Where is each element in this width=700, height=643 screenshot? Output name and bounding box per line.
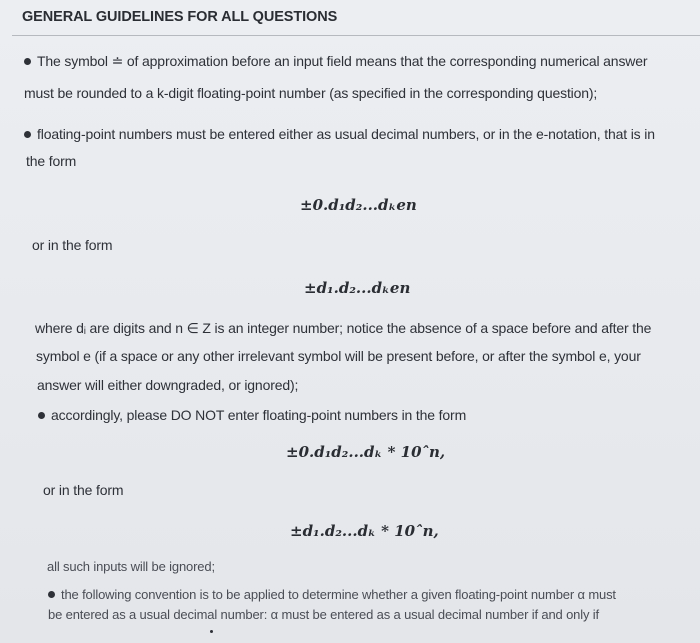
bullet-line	[24, 53, 647, 70]
page-title: GENERAL GUIDELINES FOR ALL QUESTIONS	[22, 9, 338, 25]
guideline-text: The symbol ≐ of approximation before an input field means that the corresponding numerical answer	[37, 53, 648, 69]
guideline-text: must be rounded to a k-digit floating-point number (as specified in the corresponding question);	[24, 85, 598, 101]
guideline-text: the form	[26, 153, 77, 169]
guideline-text: or in the form	[32, 237, 113, 253]
bullet-line	[38, 407, 466, 423]
formula-e-notation-2: ±d₁.d₂...dₖen	[304, 279, 411, 297]
bullet-line	[48, 587, 616, 602]
stray-dot	[210, 630, 213, 633]
bullet-icon	[24, 58, 31, 65]
guideline-text: all such inputs will be ignored;	[47, 559, 215, 574]
bullet-line	[24, 126, 655, 142]
formula-power-notation-1: ±0.d₁d₂...dₖ * 10ˆn,	[286, 443, 446, 461]
bullet-icon	[38, 412, 45, 419]
guideline-text: where dᵢ are digits and n ∈ Z is an integer number; notice the absence of a space before and after the	[35, 320, 652, 336]
formula-power-notation-2: ±d₁.d₂...dₖ * 10ˆn,	[290, 522, 439, 540]
guideline-text: symbol e (if a space or any other irrelevant symbol will be present before, or after the symbol e, your	[36, 348, 641, 364]
guideline-text: accordingly, please DO NOT enter floating-point numbers in the form	[51, 407, 467, 423]
bullet-icon	[24, 131, 31, 138]
bullet-icon	[48, 591, 55, 598]
title-divider	[12, 35, 700, 36]
guideline-text: floating-point numbers must be entered either as usual decimal numbers, or in the e-notation, that is in	[37, 126, 655, 142]
guideline-text: answer will either downgraded, or ignored);	[37, 377, 299, 393]
guideline-text: the following convention is to be applied to determine whether a given floating-point number α must	[61, 587, 616, 602]
formula-e-notation-1: ±0.d₁d₂...dₖen	[300, 196, 417, 214]
guideline-text: be entered as a usual decimal number: α must be entered as a usual decimal number if and only if	[48, 607, 599, 622]
guideline-text: or in the form	[43, 482, 124, 498]
